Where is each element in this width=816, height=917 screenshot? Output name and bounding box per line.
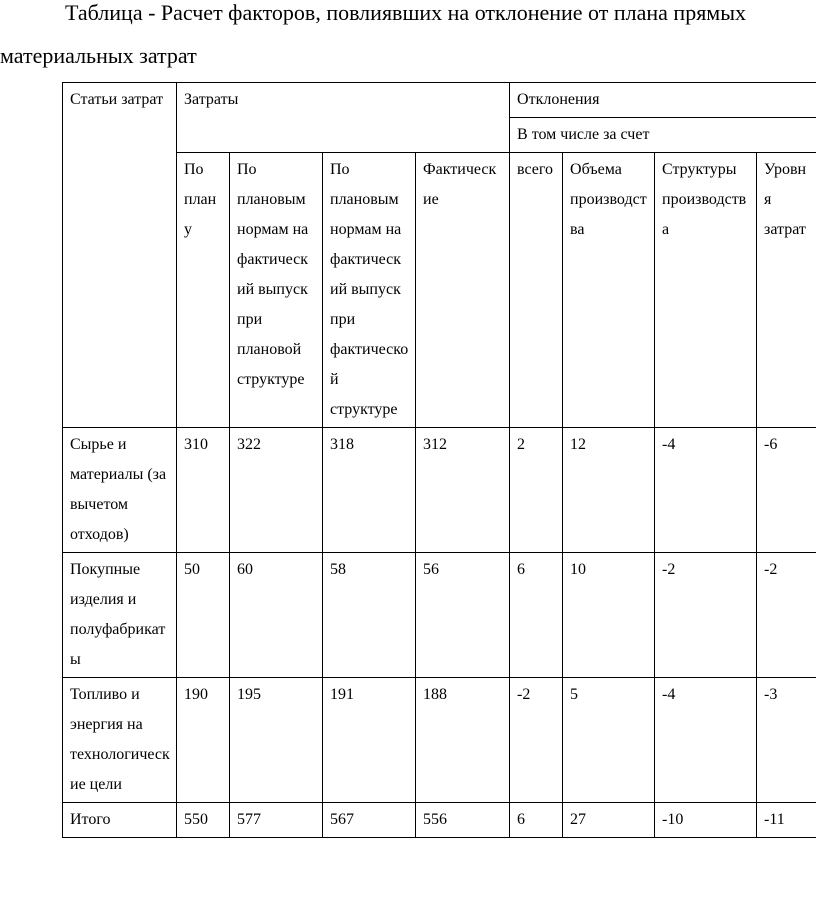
cell: 5 <box>563 678 655 803</box>
cell: 550 <box>177 803 230 838</box>
cell: 322 <box>230 428 323 553</box>
header-col-plan: По плану <box>177 153 230 428</box>
cell: -10 <box>655 803 757 838</box>
cell: 310 <box>177 428 230 553</box>
cell: 6 <box>510 803 563 838</box>
header-deviations: Отклонения <box>510 83 816 118</box>
cell: 50 <box>177 553 230 678</box>
cell: 60 <box>230 553 323 678</box>
table-row <box>63 428 816 553</box>
header-costs: Затраты <box>177 83 510 153</box>
header-row-1 <box>63 83 816 118</box>
header-col-cost-level: Уровня затрат <box>757 153 816 428</box>
cell: 567 <box>323 803 416 838</box>
cell: 191 <box>323 678 416 803</box>
header-row-3 <box>63 153 816 428</box>
table-row <box>63 553 816 678</box>
header-col-actual: Фактические <box>416 153 510 428</box>
cell: 12 <box>563 428 655 553</box>
cell: 56 <box>416 553 510 678</box>
cell: 318 <box>323 428 416 553</box>
cell: 188 <box>416 678 510 803</box>
cell: -2 <box>757 553 816 678</box>
header-col-structure: Структуры производства <box>655 153 757 428</box>
cell: 2 <box>510 428 563 553</box>
cell: 195 <box>230 678 323 803</box>
header-including: В том числе за счет <box>510 118 816 153</box>
cell: 10 <box>563 553 655 678</box>
caption-line-2: материальных затрат <box>0 43 197 68</box>
cell: 190 <box>177 678 230 803</box>
header-articles: Статьи затрат <box>63 83 177 428</box>
cell: 577 <box>230 803 323 838</box>
table-row <box>63 678 816 803</box>
cost-deviation-table <box>62 82 816 838</box>
cell: 312 <box>416 428 510 553</box>
cell: -4 <box>655 428 757 553</box>
caption-line-1: Таблица - Расчет факторов, повлиявших на отклонение от плана прямых <box>65 0 747 25</box>
row-label: Итого <box>63 803 177 838</box>
header-col-plan-norms-fact-structure: По плановым нормам на фактический выпуск при фактической структуре <box>323 153 416 428</box>
header-col-total: всего <box>510 153 563 428</box>
cell: 58 <box>323 553 416 678</box>
cell: -11 <box>757 803 816 838</box>
row-label: Сырье и материалы (за вычетом отходов) <box>63 428 177 553</box>
table-row-total <box>63 803 816 838</box>
cell: 6 <box>510 553 563 678</box>
row-label: Топливо и энергия на технологические цели <box>63 678 177 803</box>
cell: -3 <box>757 678 816 803</box>
cell: -2 <box>655 553 757 678</box>
cell: -4 <box>655 678 757 803</box>
header-col-plan-norms-plan-structure: По плановым нормам на фактический выпуск при плановой структуре <box>230 153 323 428</box>
cell: 556 <box>416 803 510 838</box>
cell: 27 <box>563 803 655 838</box>
cell: -6 <box>757 428 816 553</box>
header-col-volume: Объема производства <box>563 153 655 428</box>
cell: -2 <box>510 678 563 803</box>
row-label: Покупные изделия и полуфабрикаты <box>63 553 177 678</box>
